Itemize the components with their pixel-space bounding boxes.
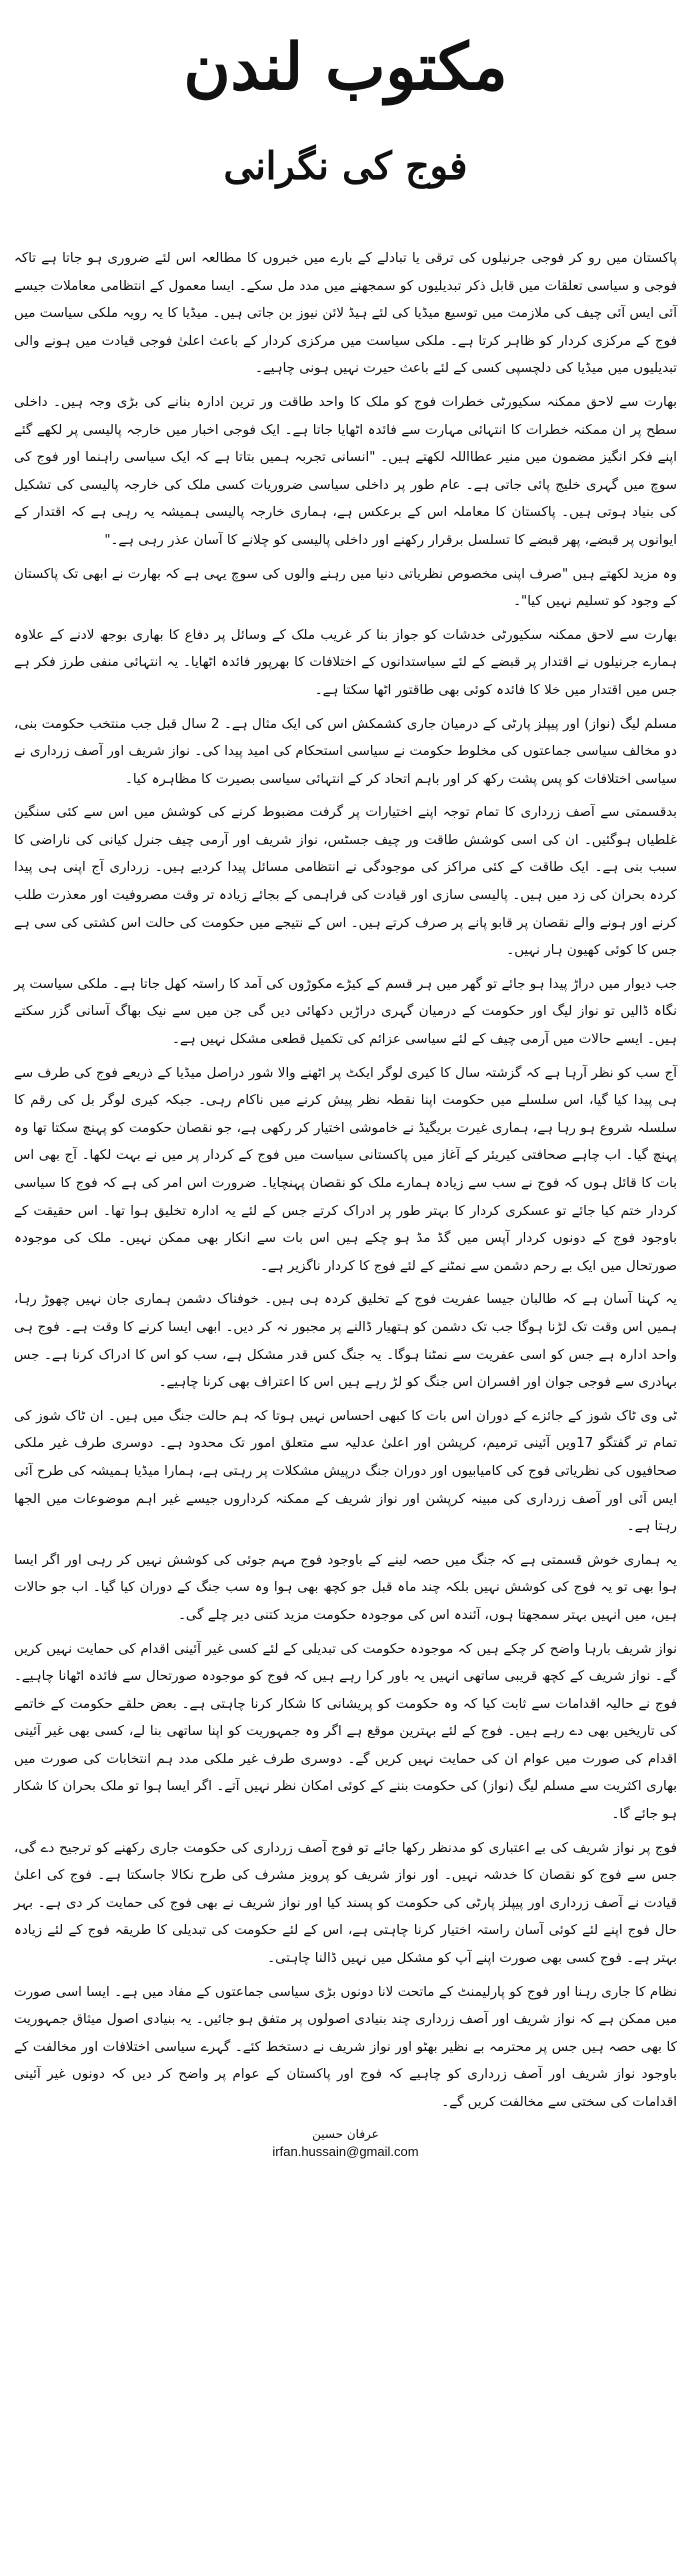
article-paragraph: جب دیوار میں دراڑ پیدا ہو جائے تو گھر میں ہر قسم کے کیڑے مکوڑوں کی آمد کا راستہ کھل جاتا ہے۔ ملکی سیاست پر نگاہ ڈالیں تو نواز لیگ اور حکومت کے درمیان گہری دراڑیں دکھائی دیں گی جن میں سے نیک بھاگ آسانی گزر سکتے ہیں۔ ایسے حالات میں آرمی چیف کے لئے سیاسی عزائم کی تکمیل قطعی مشکل نہیں ہے۔	[14, 976, 677, 1048]
article-paragraph: یہ ہماری خوش قسمتی ہے کہ جنگ میں حصہ لینے کے باوجود فوج مہم جوئی کی کوشش نہیں کر رہی اور اگر ایسا ہوا بھی تو یہ فوج کی کوشش نہیں بلکہ چند ماہ قبل جو کچھ بھی ہوا وہ سب جنگ کے دوران کیا گیا۔ اب جو حالات ہیں، میں انہیں بہتر سمجھتا ہوں، آئندہ اس کی موجودہ حکومت مزید کتنی دیر چلے گی۔	[14, 1552, 677, 1623]
article-paragraph: بدقسمتی سے آصف زرداری کا تمام توجہ اپنے اختیارات پر گرفت مضبوط کرنے کی کوشش میں اس سے کئی سنگین غلطیاں ہوگئیں۔ ان کی اسی کوشش طاقت ور چیف جسٹس، نواز شریف اور آرمی چیف جنرل کیانی کی ناراضی کا سبب بنی ہے۔ ایک طاقت کے کئی مراکز کی موجودگی نے انتظامی مسائل پیدا کردیے ہیں۔ زرداری آج اپنی ہی پیدا کردہ بحران کی زد میں ہیں۔ پالیسی سازی اور قیادت کی فراہمی کے بجائے زیادہ تر وقت مصروفیت اور معذرت طلب کرنے اور ہونے والے نقصان پر قابو پانے پر صرف کرتے ہیں۔ اس کے نتیجے میں حکومت کی حالت اس کشتی کی سی ہے جس کا کوئی کھیون ہار نہیں۔	[14, 805, 677, 959]
article-paragraph: بھارت سے لاحق ممکنہ سکیورٹی خدشات کو جواز بنا کر غریب ملک کے وسائل پر دفاع کا بھاری بوجھ لادنے کے علاوہ ہمارے جرنیلوں نے اقتدار پر قبضے کے لئے سیاستدانوں کے اختلافات کا بھرپور فائدہ اٹھایا۔ یہ انتہائی منفی طرز فکر ہے جس میں اقتدار میں خلا کا فائدہ کوئی بھی طاقتور اٹھا سکتا ہے۔	[14, 627, 677, 698]
article-paragraph: پاکستان میں رو کر فوجی جرنیلوں کی ترقی یا تبادلے کے بارے میں خبروں کا مطالعہ اس لئے ضروری ہو جاتا ہے تاکہ فوجی و سیاسی تعلقات میں قابل ذکر تبدیلیوں کو سمجھنے میں مدد مل سکے۔ ایسا معمول کے انتظامی معاملات جیسے آئی ایس آئی چیف کی ملازمت میں توسیع میڈیا کی لئے ہیڈ لائن نیوز بن جاتی ہیں۔ میڈیا کا یہ رویہ ملکی سیاست میں فوج کے مرکزی کردار کو ظاہر کرتا ہے۔ ملکی سیاست میں مرکزی کردار کے باعث اعلیٰ فوجی قیادت میں ہونے والی تبدیلیوں میں میڈیا کی دلچسپی کسی کے لئے باعث حیرت نہیں ہونی چاہیے۔	[14, 251, 677, 377]
article-headline: فوج کی نگرانی	[223, 143, 468, 188]
article-paragraph: یہ کہنا آسان ہے کہ طالبان جیسا عفریت فوج کے تخلیق کردہ ہی ہیں۔ خوفناک دشمن ہماری جان نہیں چھوڑ رہا، ہمیں اس وقت تک لڑنا ہوگا جب تک دشمن کو ہتھیار ڈالنے پر مجبور نہ کر دیں۔ ابھی ایسا کرنے کا وقت ہے۔ فوج ہی واحد ادارہ ہے جس کو اسی عفریت سے نمٹنا ہوگا۔ یہ جنگ کس قدر مشکل ہے، سب کو اس کا ادراک کرنا ہے۔ جس بہادری سے فوجی جوان اور افسران اس جنگ کو لڑ رہے ہیں اس کا اعتراف بھی کرنا چاہیے۔	[14, 1292, 677, 1391]
article-body	[14, 245, 677, 2161]
article-paragraph: ٹی وی ٹاک شوز کے جائزے کے دوران اس بات کا کبھی احساس نہیں ہوتا کہ ہم حالت جنگ میں ہیں۔ ان ٹاک شوز کی تمام تر گفتگو 17ویں آئینی ترمیم، کرپشن اور اعلیٰ عدلیہ سے متعلق امور تک محدود ہے۔ دوسری طرف غیر ملکی صحافیوں کی نظریاتی فوج کی کامیابیوں اور دوران جنگ درپیش مشکلات پر رہتی ہے، ہمارا میڈیا ہمیشہ کی طرح آئی ایس آئی اور آصف زرداری کی مبینہ کرپشن اور نواز شریف کے ممکنہ کرداروں جیسے غیر اہم موضوعات میں الجھا رہتا ہے۔	[14, 1408, 677, 1535]
article-paragraph: نواز شریف بارہا واضح کر چکے ہیں کہ موجودہ حکومت کی تبدیلی کے لئے کسی غیر آئینی اقدام کی حمایت نہیں کریں گے۔ نواز شریف کے کچھ قریبی ساتھی انہیں یہ باور کرا رہے ہیں کہ فوج کو موجودہ صورتحال سے فائدہ اٹھانا چاہیے۔ فوج نے حالیہ اقدامات سے ثابت کیا کہ وہ حکومت کو پریشانی کا شکار کرنا چاہتی ہے۔ بعض حلقے حکومت کے خاتمے کی تاریخیں بھی دے رہے ہیں۔ فوج کے لئے بہترین موقع ہے اگر وہ جمہوریت کو اپنا ساتھی بنا لے، کسی بھی غیر آئینی اقدام کی صورت میں عوام ان کی حمایت نہیں کریں گے۔ دوسری طرف غیر ملکی مدد ہم انتخابات کی صورت میں بھاری اکثریت سے مسلم لیگ (نواز) کی حکومت بننے کے کوئی امکان نظر نہیں آتے۔ اگر ایسا ہوا تو ملک بحران کا شکار ہو جائے گا۔	[14, 1641, 677, 1823]
article-paragraph: مسلم لیگ (نواز) اور پیپلز پارٹی کے درمیان جاری کشمکش اس کی ایک مثال ہے۔ 2 سال قبل جب منتخب حکومت بنی، دو مخالف سیاسی جماعتوں کی مخلوط حکومت نے سیاسی استحکام کی امید پیدا کی۔ نواز شریف اور آصف زرداری نے سیاسی اختلافات کو پس پشت رکھ کر اور باہم اتحاد کر کے انتہائی سیاسی بصیرت کا مظاہرہ کیا۔	[14, 716, 677, 787]
author-name: عرفان حسین	[312, 2126, 379, 2141]
article-paragraph: آج سب کو نظر آرہا ہے کہ گزشتہ سال کا کیری لوگر ایکٹ پر اٹھنے والا شور دراصل میڈیا کے ذریعے فوج کی طرف سے ہی پیدا کیا گیا، اس سلسلے میں حکومت اپنا نقطہ نظر پیش کرنے میں ناکام رہی۔ جبکہ کیری لوگر بل کی رقم کا سلسلہ شروع ہو رہا ہے، ہماری غیرت بریگیڈ نے خاموشی اختیار کر رکھی ہے، جو نقصان حکومت کو پہنچ سکتا تھا وہ پہنچ گیا۔ اب چاہے صحافتی کیریئر کے آغاز میں پاکستانی سیاست میں فوج کے کردار پر میں نے بہت لکھا۔ آج بھی اس بات کا قائل ہوں کہ فوج نے سب سے زیادہ ہمارے ملک کو نقصان پہنچایا۔ ضرورت اس امر کی ہے کہ فوج کا سیاسی کردار ختم کیا جائے تو عسکری کردار کا بہتر طور پر ادراک کرتے جس کے لئے یہ ادارہ تخلیق ہوا تھا۔ اس حقیقت کے باوجود فوج کے دونوں کردار آپس میں گڈ مڈ ہو چکے ہیں اس بات سے انکار بھی ممکن نہیں۔ ملک کی موجودہ صورتحال میں ایک بے رحم دشمن سے نمٹنے کے لئے فوج کا کردار ناگزیر ہے۔	[14, 1065, 677, 1274]
article-paragraph: فوج پر نواز شریف کی بے اعتباری کو مدنظر رکھا جائے تو فوج آصف زرداری کی حکومت جاری رکھنے کو ترجیح دے گی، جس سے فوج کو نقصان کا خدشہ نہیں۔ اور نواز شریف کو پرویز مشرف کی طرح نکالا جاسکتا ہے۔ فوج کی اعلیٰ قیادت نے آصف زرداری اور پیپلز پارٹی کی حکومت کو پسند کیا اور نواز شریف نے بھی فوج کی حمایت کر دی ہے۔ بہر حال فوج اپنے لئے کوئی آسان راستہ اختیار کرنا چاہتی ہے، اس کے لئے حکومت کی تبدیلی کا طریقہ فوج کے لئے زیادہ بہتر ہے۔ فوج کسی بھی صورت اپنے آپ کو مشکل میں نہیں ڈالنا چاہتی۔	[14, 1840, 677, 1967]
article-paragraph: وہ مزید لکھتے ہیں "صرف اپنی مخصوص نظریاتی دنیا میں رہنے والوں کی سوچ یہی ہے کہ بھارت نے ابھی تک پاکستان کے وجود کو تسلیم نہیں کیا"۔	[14, 566, 677, 610]
author-email[interactable]: irfan.hussain@gmail.com	[272, 2143, 419, 2159]
column-title: مکتوب لندن	[183, 30, 508, 105]
article-paragraph: نظام کا جاری رہنا اور فوج کو پارلیمنٹ کے ماتحت لانا دونوں بڑی سیاسی جماعتوں کے مفاد میں ہے۔ ایسا اسی صورت میں ممکن ہے کہ نواز شریف اور آصف زرداری چند بنیادی اصولوں پر متفق ہو جائیں۔ یہ بنیادی اصول میثاق جمہوریت کا بھی حصہ ہیں جس پر محترمہ بے نظیر بھٹو اور نواز شریف نے دستخط کئے۔ گہرے سیاسی اختلافات اور مخالفت کے باوجود نواز شریف اور آصف زرداری کو چاہیے کہ فوج اور پاکستان کے عوام پر واضح کر دیں کہ دونوں غیر آئینی اقدامات کی سختی سے مخالفت کریں گے۔	[14, 1984, 677, 2110]
article-paragraph: بھارت سے لاحق ممکنہ سکیورٹی خطرات فوج کو ملک کا واحد طاقت ور ترین ادارہ بنانے کی بڑی وجہ ہیں۔ داخلی سطح پر ان ممکنہ خطرات کا انتہائی مہارت سے فائدہ اٹھایا جاتا ہے۔ ایک فوجی اخبار میں خارجہ پالیسی پر لکھے گئے اپنے فکر انگیز مضمون میں منیر عطااللہ لکھتے ہیں۔ "انسانی تجربہ ہمیں بتاتا ہے کہ ایک سیاسی راہنما اور فوج کی سوچ میں گہری خلیج پائی جاتی ہے۔ عام طور پر داخلی سیاسی ضروریات کسی ملک کی خارجہ پالیسی کی تشکیل کی بنیاد ہوتی ہیں۔ پاکستان کا معاملہ اس کے برعکس ہے، ہماری خارجہ پالیسی ہمیشہ یہ رہی ہے کہ اقتدار کے ایوانوں پر قبضے، پھر قبضے کا تسلسل برقرار رکھنے اور داخلی پالیسی کو چلانے کا آسان عذر رہی ہے۔"	[14, 394, 677, 548]
byline	[14, 2125, 677, 2161]
masthead	[0, 0, 691, 194]
